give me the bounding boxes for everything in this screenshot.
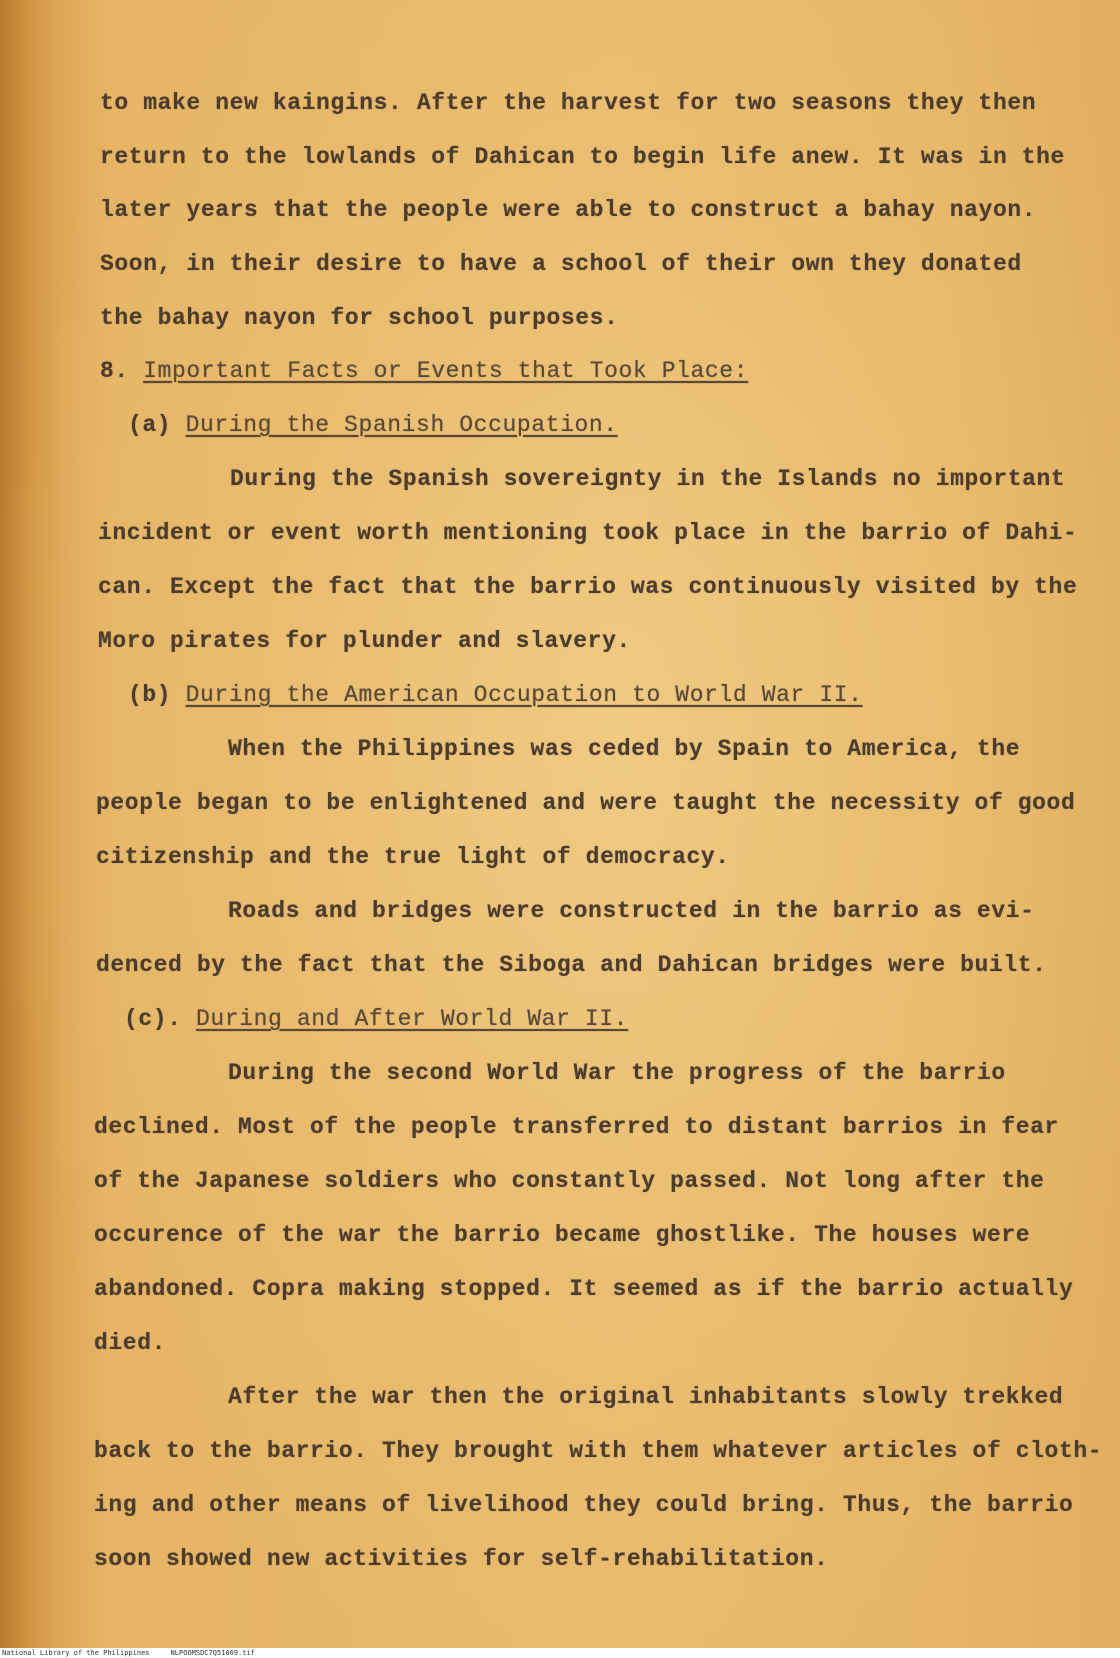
text-line: citizenship and the true light of democracy. bbox=[96, 844, 730, 870]
text-line: declined. Most of the people transferred to distant barrios in fear bbox=[94, 1114, 1059, 1140]
text-line: of the Japanese soldiers who constantly passed. Not long after the bbox=[94, 1168, 1045, 1194]
text-line: denced by the fact that the Siboga and Dahican bridges were built. bbox=[96, 952, 1047, 978]
subsection-c-heading bbox=[124, 1006, 628, 1032]
text-line: later years that the people were able to construct a bahay nayon. bbox=[100, 197, 1037, 223]
text-line: Roads and bridges were constructed in the barrio as evi- bbox=[228, 898, 1035, 924]
text-line: During the Spanish sovereignty in the Islands no important bbox=[230, 466, 1066, 492]
text-line: After the war then the original inhabitants slowly trekked bbox=[228, 1384, 1064, 1410]
subsection-title: During the American Occupation to World War II. bbox=[185, 682, 863, 708]
text-line: the bahay nayon for school purposes. bbox=[100, 305, 619, 331]
text-line: people began to be enlightened and were taught the necessity of good bbox=[96, 790, 1076, 816]
text-line: soon showed new activities for self-rehabilitation. bbox=[94, 1546, 829, 1572]
text-line: Soon, in their desire to have a school of their own they donated bbox=[100, 251, 1022, 277]
subsection-title: During and After World War II. bbox=[196, 1006, 629, 1032]
subsection-label: (a) bbox=[128, 412, 172, 438]
subsection-label: (b) bbox=[128, 682, 172, 708]
section-8-heading bbox=[100, 358, 748, 384]
subsection-label: (c). bbox=[124, 1006, 182, 1032]
subsection-b-heading bbox=[128, 682, 863, 708]
subsection-title: During the Spanish Occupation. bbox=[185, 412, 618, 438]
text-line: Moro pirates for plunder and slavery. bbox=[98, 628, 631, 654]
text-line: occurence of the war the barrio became ghostlike. The houses were bbox=[94, 1222, 1031, 1248]
section-title: Important Facts or Events that Took Place: bbox=[143, 358, 749, 384]
text-line: When the Philippines was ceded by Spain to America, the bbox=[228, 736, 1021, 762]
text-line: return to the lowlands of Dahican to begin life anew. It was in the bbox=[100, 144, 1065, 170]
scan-footer bbox=[0, 1648, 1120, 1658]
text-line: During the second World War the progress of the barrio bbox=[228, 1060, 1006, 1086]
text-line: to make new kaingins. After the harvest for two seasons they then bbox=[100, 90, 1037, 116]
subsection-a-heading bbox=[128, 412, 618, 438]
text-line: ing and other means of livelihood they could bring. Thus, the barrio bbox=[94, 1492, 1074, 1518]
text-line: abandoned. Copra making stopped. It seemed as if the barrio actually bbox=[94, 1276, 1074, 1302]
text-line: died. bbox=[94, 1330, 167, 1356]
text-line: incident or event worth mentioning took place in the barrio of Dahi- bbox=[98, 520, 1078, 546]
scan-footer-text bbox=[2, 1648, 255, 1658]
library-name: National Library of the Philippines bbox=[2, 1649, 150, 1657]
section-number: 8. bbox=[100, 358, 129, 384]
file-id: NLPOOMSDC7Q51069.tif bbox=[170, 1649, 255, 1657]
text-line: can. Except the fact that the barrio was continuously visited by the bbox=[98, 574, 1078, 600]
text-line: back to the barrio. They brought with them whatever articles of cloth- bbox=[94, 1438, 1103, 1464]
